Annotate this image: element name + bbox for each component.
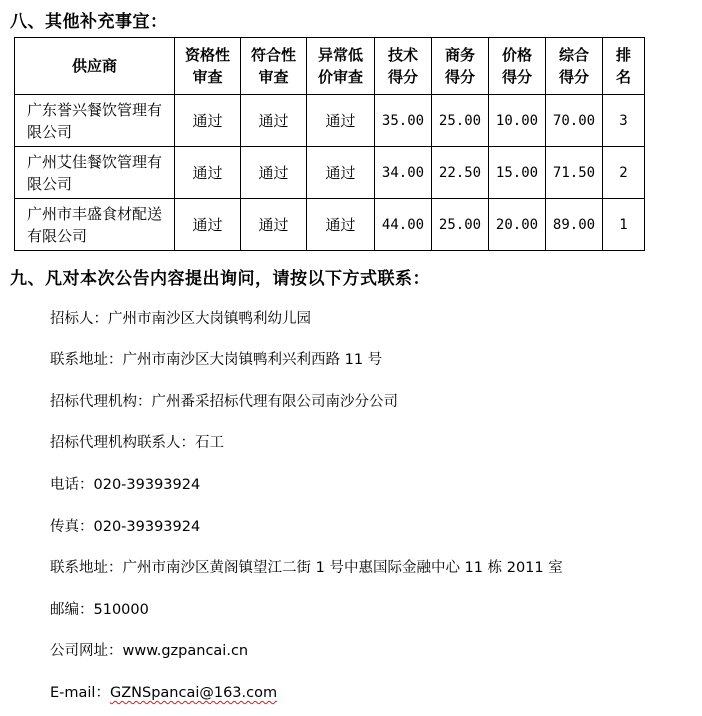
- contact-tenderer-address: [50, 348, 382, 369]
- total-score-cell: 89.00: [546, 199, 603, 251]
- header-label: 得分: [444, 68, 475, 86]
- contact-value: 广州番采招标代理有限公司南沙分公司: [151, 394, 398, 410]
- qualification-cell: 通过: [175, 199, 241, 251]
- contact-label: 招标代理机构联系人：: [50, 435, 195, 451]
- header-label: 得分: [558, 68, 589, 86]
- tech-score-cell: 34.00: [375, 147, 432, 199]
- tech-score-cell: 35.00: [375, 95, 432, 147]
- evaluation-results-table: [14, 37, 645, 251]
- tech-score-cell: 44.00: [375, 199, 432, 251]
- business-score-cell: 22.50: [432, 147, 489, 199]
- rank-cell: 3: [603, 95, 645, 147]
- header-cell: [175, 38, 241, 95]
- contact-value: 510000: [93, 602, 149, 618]
- header-cell: [546, 38, 603, 95]
- email-link[interactable]: GZNSpancai@163.com: [109, 685, 278, 701]
- total-score-cell: 71.50: [546, 147, 603, 199]
- header-label: 资格性: [184, 46, 230, 64]
- contact-agency-address: [50, 556, 563, 577]
- contact-value: 石工: [195, 435, 224, 451]
- contact-agency: [50, 390, 398, 411]
- compliance-cell: 通过: [241, 147, 307, 199]
- header-cell: [241, 38, 307, 95]
- section-8-heading: 八、其他补充事宜：: [10, 12, 168, 32]
- table-row: [15, 95, 645, 147]
- contact-value: 广州市南沙区大岗镇鸭利幼儿园: [108, 311, 311, 327]
- contact-label: E-mail：: [50, 685, 110, 701]
- contact-phone: [50, 473, 200, 494]
- header-cell: [375, 38, 432, 95]
- compliance-cell: 通过: [241, 199, 307, 251]
- header-cell: [15, 38, 175, 95]
- header-label: 技术: [387, 46, 418, 64]
- header-cell: [432, 38, 489, 95]
- contact-label: 招标代理机构：: [50, 394, 152, 410]
- header-label: 审查: [258, 68, 289, 86]
- contact-label: 邮编：: [50, 602, 94, 618]
- contact-label: 公司网址：: [50, 643, 123, 659]
- abnormal-price-cell: 通过: [307, 199, 375, 251]
- total-score-cell: 70.00: [546, 95, 603, 147]
- website-link[interactable]: www.gzpancai.cn: [122, 643, 249, 659]
- header-label: 审查: [192, 68, 223, 86]
- contact-label: 传真：: [50, 519, 94, 535]
- contact-value: 广州市南沙区黄阁镇望江二街 1 号中惠国际金融中心 11 栋 2011 室: [122, 560, 563, 576]
- header-label: 排: [615, 46, 631, 64]
- header-cell: [307, 38, 375, 95]
- abnormal-price-cell: 通过: [307, 147, 375, 199]
- header-label: 综合: [558, 46, 589, 64]
- price-score-cell: 10.00: [489, 95, 546, 147]
- header-label: 价格: [501, 46, 532, 64]
- contact-label: 联系地址：: [50, 560, 123, 576]
- contact-value: 广州市南沙区大岗镇鸭利兴利西路 11 号: [122, 352, 383, 368]
- header-cell: [603, 38, 645, 95]
- contact-label: 联系地址：: [50, 352, 123, 368]
- supplier-cell: 广州市丰盛食材配送有限公司: [15, 199, 175, 251]
- header-label: 得分: [501, 68, 532, 86]
- business-score-cell: 25.00: [432, 199, 489, 251]
- table-row: [15, 147, 645, 199]
- contact-agency-person: [50, 431, 224, 452]
- contact-label: 电话：: [50, 477, 94, 493]
- contact-email: [50, 681, 277, 702]
- contact-tenderer: [50, 307, 311, 328]
- supplier-cell: 广州艾佳餐饮管理有限公司: [15, 147, 175, 199]
- header-label: 符合性: [250, 46, 296, 64]
- price-score-cell: 20.00: [489, 199, 546, 251]
- header-label: 商务: [444, 46, 475, 64]
- business-score-cell: 25.00: [432, 95, 489, 147]
- contact-value: 020-39393924: [93, 519, 201, 535]
- rank-cell: 1: [603, 199, 645, 251]
- header-label: 异常低: [317, 46, 363, 64]
- table-header-row: [15, 38, 645, 95]
- header-label: 供应商: [71, 57, 117, 75]
- contact-website: [50, 639, 248, 660]
- supplier-cell: 广东誉兴餐饮管理有限公司: [15, 95, 175, 147]
- header-cell: [489, 38, 546, 95]
- abnormal-price-cell: 通过: [307, 95, 375, 147]
- header-label: 价审查: [317, 68, 363, 86]
- contact-fax: [50, 515, 200, 536]
- qualification-cell: 通过: [175, 95, 241, 147]
- contact-postcode: [50, 598, 149, 619]
- contact-label: 招标人：: [50, 311, 108, 327]
- header-label: 得分: [387, 68, 418, 86]
- rank-cell: 2: [603, 147, 645, 199]
- price-score-cell: 15.00: [489, 147, 546, 199]
- qualification-cell: 通过: [175, 147, 241, 199]
- section-9-heading: 九、凡对本次公告内容提出询问，请按以下方式联系：: [10, 269, 430, 289]
- header-label: 名: [615, 68, 631, 86]
- compliance-cell: 通过: [241, 95, 307, 147]
- table-row: [15, 199, 645, 251]
- contact-value: 020-39393924: [93, 477, 201, 493]
